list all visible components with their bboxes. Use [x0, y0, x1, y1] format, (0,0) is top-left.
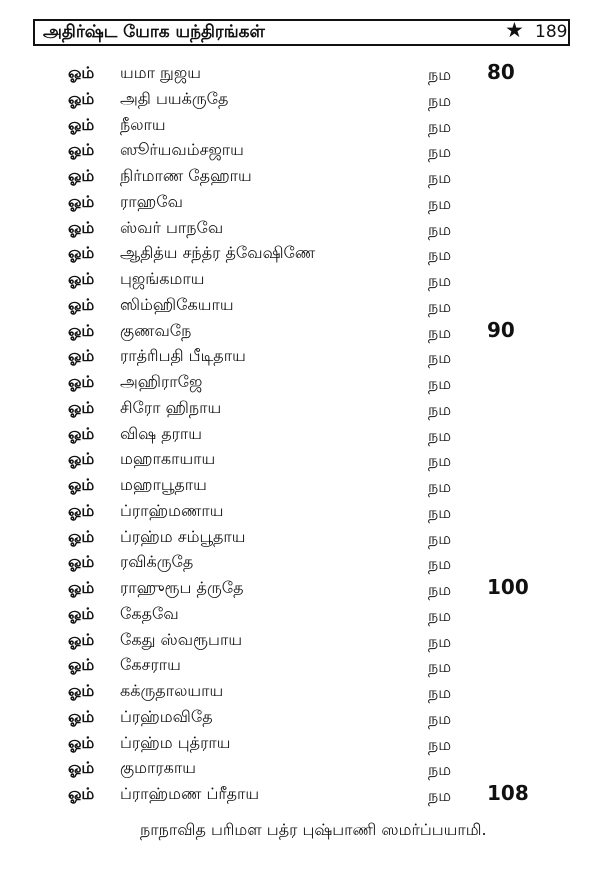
nama-word: நம	[428, 760, 452, 780]
om-word: ஓம்	[68, 166, 95, 185]
closing-line: நாநாவித பரிமள பத்ர புஷ்பாணி ஸமர்ப்பயாமி.	[140, 820, 487, 839]
nama-word: நம	[428, 374, 452, 393]
nama-word: நம	[428, 502, 452, 522]
mantra-name: ஸ்வர் பாநவே	[120, 217, 224, 237]
om-word: ஓம்	[68, 603, 95, 623]
nama-word: நம	[428, 142, 452, 162]
list-item	[0, 446, 600, 472]
list-item	[0, 549, 600, 575]
list-item	[0, 498, 600, 524]
mantra-name: குமாரகாய	[120, 758, 196, 778]
nama-word: நம	[428, 580, 452, 599]
mantra-name: ப்ரஹ்ம சம்பூதாய	[120, 526, 246, 546]
om-word: ஓம்	[68, 114, 95, 134]
om-word: ஓம்	[68, 243, 95, 263]
om-word: ஓம்	[68, 217, 95, 237]
mantra-name: நிர்மாண தேஹாய	[120, 166, 252, 185]
mantra-name: கேது ஸ்வரூபாய	[120, 629, 243, 649]
list-item	[0, 343, 600, 369]
om-word: ஓம்	[68, 449, 95, 469]
om-word: ஓம்	[68, 784, 95, 803]
list-item	[0, 266, 600, 292]
list-item	[0, 730, 600, 756]
nama-word: நம	[428, 477, 452, 496]
list-item	[0, 704, 600, 730]
list-item	[0, 163, 600, 189]
list-item	[0, 421, 600, 447]
om-word: ஓம்	[68, 526, 95, 546]
list-item	[0, 575, 600, 601]
nama-word: நம	[428, 786, 452, 805]
list-item	[0, 395, 600, 421]
nama-word: நம	[428, 683, 452, 702]
mantra-name: புஜங்கமாய	[120, 269, 205, 288]
om-word: ஓம்	[68, 320, 95, 340]
mantra-name: சிரோ ஹிநாய	[120, 397, 222, 417]
om-word: ஓம்	[68, 732, 95, 752]
nama-word: நம	[428, 425, 452, 445]
nama-word: நம	[428, 605, 452, 625]
list-item	[0, 678, 600, 704]
mantra-name: மஹாபூதாய	[120, 475, 207, 494]
om-word: ஓம்	[68, 63, 95, 82]
list-item	[0, 524, 600, 550]
list-item	[0, 137, 600, 163]
nama-word: நம	[428, 90, 452, 110]
nama-word: நம	[428, 528, 452, 548]
mantra-name: ஆதித்ய சந்த்ர த்வேஷிணே	[120, 243, 316, 263]
list-item	[0, 601, 600, 627]
om-word: ஓம்	[68, 191, 95, 211]
om-word: ஓம்	[68, 346, 95, 366]
mantra-name: குணவநே	[120, 320, 192, 340]
nama-word: நம	[428, 348, 452, 368]
nama-word: நம	[428, 322, 452, 342]
list-item	[0, 627, 600, 653]
list-item	[0, 240, 600, 266]
om-word: ஓம்	[68, 423, 95, 443]
om-word: ஓம்	[68, 269, 95, 288]
om-word: ஓம்	[68, 294, 95, 314]
nama-word: நம	[428, 116, 452, 136]
om-word: ஓம்	[68, 88, 95, 108]
list-item	[0, 189, 600, 215]
om-word: ஓம்	[68, 578, 95, 597]
star-icon: ★	[505, 18, 524, 42]
nama-word: நம	[428, 245, 452, 265]
nama-word: நம	[428, 451, 452, 471]
nama-word: நம	[428, 271, 452, 290]
page-title: அதிர்ஷ்ட யோக யந்திரங்கள்	[43, 22, 265, 42]
mantra-name: ப்ரஹ்ம புத்ராய	[120, 732, 231, 752]
mantra-name: அதி பயக்ருதே	[120, 88, 229, 108]
list-item	[0, 60, 600, 86]
verse-count: 80	[487, 60, 515, 84]
om-word: ஓம்	[68, 552, 95, 572]
mantra-name: விஷ தராய	[120, 423, 202, 443]
verse-count: 108	[487, 781, 529, 805]
om-word: ஓம்	[68, 655, 95, 675]
mantra-name: யமா நுஜய	[120, 63, 201, 82]
om-word: ஓம்	[68, 629, 95, 649]
om-word: ஓம்	[68, 706, 95, 726]
mantra-name: ஸூர்யவம்சஜாய	[120, 140, 244, 160]
om-word: ஓம்	[68, 681, 95, 700]
list-item	[0, 292, 600, 318]
mantra-name: ப்ராஹ்மணாய	[120, 500, 224, 520]
verse-count: 100	[487, 575, 529, 599]
verse-count: 90	[487, 317, 515, 342]
nama-word: நம	[428, 219, 452, 239]
nama-word: நம	[428, 168, 452, 187]
nama-word: நம	[428, 708, 452, 728]
mantra-name: ராஹவே	[120, 191, 183, 211]
page-number: 189	[535, 22, 568, 42]
om-word: ஓம்	[68, 372, 95, 391]
mantra-name: மஹாகாயாய	[120, 449, 216, 469]
list-item	[0, 215, 600, 241]
nama-word: நம	[428, 399, 452, 419]
nama-word: நம	[428, 554, 452, 574]
list-item	[0, 472, 600, 498]
om-word: ஓம்	[68, 397, 95, 417]
mantra-name: ரவிக்ருதே	[120, 552, 194, 572]
mantra-name: ப்ரஹ்மவிதே	[120, 706, 213, 726]
om-word: ஓம்	[68, 758, 95, 778]
list-item	[0, 652, 600, 678]
nama-word: நம	[428, 193, 452, 213]
list-item	[0, 112, 600, 138]
mantra-name: கக்ருதாலயாய	[120, 681, 224, 700]
om-word: ஓம்	[68, 475, 95, 494]
mantra-name: ராஹுரூப த்ருதே	[120, 578, 244, 597]
om-word: ஓம்	[68, 140, 95, 160]
list-item	[0, 369, 600, 395]
list-item	[0, 86, 600, 112]
mantra-name: ராத்ரிபதி பீடிதாய	[120, 346, 246, 366]
mantra-name: கேதவே	[120, 603, 179, 623]
mantra-name: கேசராய	[120, 655, 181, 675]
nama-word: நம	[428, 657, 452, 677]
nama-word: நம	[428, 65, 452, 84]
mantra-name: ஸிம்ஹிகேயாய	[120, 294, 234, 314]
list-item	[0, 318, 600, 344]
nama-word: நம	[428, 296, 452, 316]
mantra-list	[0, 60, 600, 807]
list-item	[0, 781, 600, 807]
nama-word: நம	[428, 734, 452, 754]
mantra-name: நீலாய	[120, 114, 166, 134]
om-word: ஓம்	[68, 500, 95, 520]
mantra-name: அஹிராஜே	[120, 372, 203, 391]
nama-word: நம	[428, 631, 452, 651]
list-item	[0, 755, 600, 781]
mantra-name: ப்ராஹ்மண ப்ரீதாய	[120, 784, 260, 803]
page-header	[33, 19, 570, 46]
